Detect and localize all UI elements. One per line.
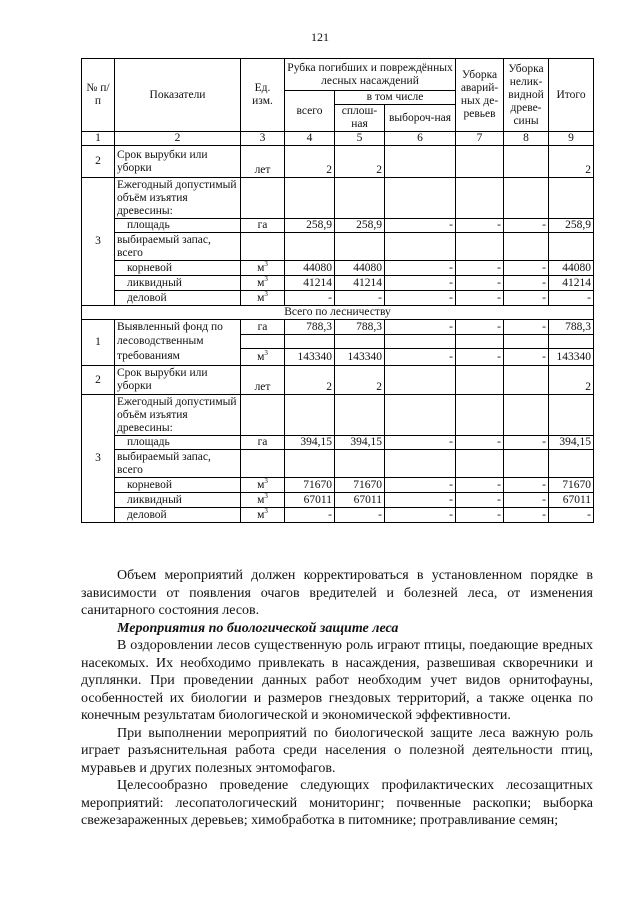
cell-value xyxy=(456,146,504,178)
cell-value: - xyxy=(385,436,456,450)
cell-value: - xyxy=(456,291,504,306)
cell-value: - xyxy=(456,261,504,276)
row-num: 2 xyxy=(82,366,115,395)
col-number: 7 xyxy=(456,132,504,146)
row-unit: $м^3$ xyxy=(241,349,285,366)
row-label: выбираемый запас, всего xyxy=(115,233,241,261)
cell-value: 44080 xyxy=(335,261,385,276)
cell-value: 71670 xyxy=(285,478,335,493)
cell-value: - xyxy=(504,261,549,276)
cell-value: 41214 xyxy=(285,276,335,291)
row-label: Ежегодный допустимый объём изъятия древесины: xyxy=(115,395,241,436)
cell-value: - xyxy=(385,276,456,291)
col-header-clear: сплош-ная xyxy=(335,105,385,132)
cell-value: 67011 xyxy=(335,493,385,508)
row-num: 1 xyxy=(82,320,115,366)
cell-value: 67011 xyxy=(549,493,594,508)
row-label: требованиям xyxy=(115,349,241,366)
row-label: Ежегодный допустимый объём изъятия древесины: xyxy=(115,178,241,219)
cell-value: - xyxy=(385,493,456,508)
cell-value: - xyxy=(456,508,504,523)
cell-value xyxy=(504,366,549,395)
cell-value: 71670 xyxy=(549,478,594,493)
cell-value: - xyxy=(285,291,335,306)
row-unit: $м^3$ xyxy=(241,276,285,291)
cell-value: 44080 xyxy=(285,261,335,276)
cell-value: 2 xyxy=(285,146,335,178)
table-row xyxy=(82,478,594,493)
row-unit: $м^3$ xyxy=(241,508,285,523)
cell-value: 143340 xyxy=(335,349,385,366)
col-number: 3 xyxy=(241,132,285,146)
cell-value: 67011 xyxy=(285,493,335,508)
col-number: 1 xyxy=(82,132,115,146)
col-header-itogo: Итого xyxy=(549,59,594,132)
table-row xyxy=(82,395,594,436)
col-header-felling-group: Рубка погибших и повреждённых лесных насаждений xyxy=(285,59,456,91)
paragraph: При выполнении мероприятий по биологической защите леса важную роль играет разъяснительная работа среди населения о полезной деятельности птиц, муравьев и других полезных энтомофагов. xyxy=(81,725,593,776)
column-numbers-row xyxy=(82,132,594,146)
row-label: площадь xyxy=(115,219,241,233)
cell-value xyxy=(504,146,549,178)
paragraph: В оздоровлении лесов существенную роль играют птицы, поедающие вредных насекомых. Их необходимо привлекать в насаждения, развешивая скворечники и дуплянки. При проведении данных работ необходим учет видов орнитофауны, особенностей их биологии и размеров гнездовых территорий, а также оценка по конечным результатам биологической и экономической эффективности. xyxy=(81,638,593,723)
row-unit: лет xyxy=(241,366,285,395)
cell-value: - xyxy=(335,508,385,523)
row-label: Выявленный фонд по xyxy=(115,320,241,335)
cell-value: - xyxy=(456,478,504,493)
cell-value: - xyxy=(504,478,549,493)
cell-value: 258,9 xyxy=(549,219,594,233)
row-unit: $м^3$ xyxy=(241,478,285,493)
row-unit: га xyxy=(241,219,285,233)
row-label: ликвидный xyxy=(115,493,241,508)
row-label: Срок вырубки или уборки xyxy=(115,146,241,178)
row-label: корневой xyxy=(115,478,241,493)
row-label: площадь xyxy=(115,436,241,450)
cell-value: 394,15 xyxy=(335,436,385,450)
cell-value: 143340 xyxy=(549,349,594,366)
col-header-unit: Ед. изм. xyxy=(241,59,285,132)
row-label: выбираемый запас, всего xyxy=(115,450,241,478)
row-unit: лет xyxy=(241,146,285,178)
cell-value: - xyxy=(504,320,549,335)
paragraph: Объем мероприятий должен корректироваться в установленном порядке в зависимости от появления очагов вредителей и болезней леса, от изменения санитарного состояния лесов. xyxy=(81,568,593,618)
table-row xyxy=(82,335,594,349)
row-label: лесоводственным xyxy=(115,335,241,349)
cell-value: 2 xyxy=(549,366,594,395)
table-row xyxy=(82,146,594,178)
row-num: 3 xyxy=(82,395,115,523)
cell-value: - xyxy=(385,508,456,523)
row-label: деловой xyxy=(115,508,241,523)
table-row xyxy=(82,436,594,450)
cell-value: 41214 xyxy=(549,276,594,291)
cell-value: - xyxy=(385,320,456,335)
cell-value: - xyxy=(385,291,456,306)
row-num: 2 xyxy=(82,146,115,178)
cell-value: - xyxy=(504,508,549,523)
cell-value: 394,15 xyxy=(285,436,335,450)
section-title: Всего по лесничеству xyxy=(82,306,594,320)
paragraph: Целесообразно проведение следующих профилактических лесозащитных мероприятий: лесопатологический мониторинг; почвенные раскопки; выборка свежезараженных деревьев; химобработка в питомнике; протравливание семян; xyxy=(81,778,593,828)
cell-value: 258,9 xyxy=(335,219,385,233)
col-header-selective: выбороч-ная xyxy=(385,105,456,132)
body-text xyxy=(81,567,593,830)
cell-value: 2 xyxy=(549,146,594,178)
cell-value xyxy=(385,366,456,395)
cell-value: - xyxy=(456,276,504,291)
cell-value: - xyxy=(504,493,549,508)
row-unit: $м^3$ xyxy=(241,261,285,276)
cell-value: - xyxy=(456,493,504,508)
cell-value: - xyxy=(504,291,549,306)
row-unit: $м^3$ xyxy=(241,493,285,508)
cell-value: 2 xyxy=(335,146,385,178)
cell-value: - xyxy=(549,508,594,523)
cell-value: 394,15 xyxy=(549,436,594,450)
cell-value: - xyxy=(456,349,504,366)
cell-value: - xyxy=(504,349,549,366)
col-number: 8 xyxy=(504,132,549,146)
row-label: ликвидный xyxy=(115,276,241,291)
table-row xyxy=(82,493,594,508)
section-heading: Мероприятия по биологической защите леса xyxy=(117,620,399,636)
cell-value: 41214 xyxy=(335,276,385,291)
page-number: 121 xyxy=(311,30,329,44)
row-label: корневой xyxy=(115,261,241,276)
table-row xyxy=(82,291,594,306)
cell-value: 2 xyxy=(335,366,385,395)
cell-value xyxy=(385,146,456,178)
cell-value: - xyxy=(456,436,504,450)
row-unit: га xyxy=(241,320,285,335)
col-number: 6 xyxy=(385,132,456,146)
table-row xyxy=(82,366,594,395)
col-header-cleanup-illiquid: Уборка нелик-видной древе-сины xyxy=(504,59,549,132)
cell-value: - xyxy=(549,291,594,306)
col-header-including: в том числе xyxy=(335,91,456,105)
table-row xyxy=(82,233,594,261)
cell-value: 44080 xyxy=(549,261,594,276)
table-row xyxy=(82,320,594,335)
cell-value: 788,3 xyxy=(549,320,594,335)
col-number: 2 xyxy=(115,132,241,146)
row-label: Срок вырубки или уборки xyxy=(115,366,241,395)
cell-value: - xyxy=(385,349,456,366)
col-number: 9 xyxy=(549,132,594,146)
cell-value: - xyxy=(385,478,456,493)
table-row xyxy=(82,508,594,523)
row-unit: $м^3$ xyxy=(241,291,285,306)
forest-felling-table xyxy=(81,58,594,523)
row-label: деловой xyxy=(115,291,241,306)
cell-value: - xyxy=(385,261,456,276)
cell-value: - xyxy=(285,508,335,523)
table-row xyxy=(82,219,594,233)
col-number: 4 xyxy=(285,132,335,146)
cell-value: - xyxy=(385,219,456,233)
row-num: 3 xyxy=(82,178,115,306)
cell-value: 2 xyxy=(285,366,335,395)
col-header-total: всего xyxy=(285,91,335,132)
row-unit: га xyxy=(241,436,285,450)
table-row xyxy=(82,450,594,478)
cell-value: 71670 xyxy=(335,478,385,493)
col-number: 5 xyxy=(335,132,385,146)
cell-value: - xyxy=(456,219,504,233)
cell-value: - xyxy=(504,276,549,291)
cell-value: 788,3 xyxy=(335,320,385,335)
cell-value: - xyxy=(335,291,385,306)
table-row xyxy=(82,276,594,291)
col-header-cleanup-emergency: Уборка аварий-ных де-ревьев xyxy=(456,59,504,132)
cell-value: - xyxy=(504,219,549,233)
col-header-num: № п/п xyxy=(82,59,115,132)
cell-value: 258,9 xyxy=(285,219,335,233)
cell-value: 788,3 xyxy=(285,320,335,335)
table-row xyxy=(82,178,594,219)
cell-value: - xyxy=(504,436,549,450)
table-row xyxy=(82,349,594,366)
table-row xyxy=(82,261,594,276)
cell-value: 143340 xyxy=(285,349,335,366)
cell-value: - xyxy=(456,320,504,335)
cell-value xyxy=(456,366,504,395)
col-header-indicators: Показатели xyxy=(115,59,241,132)
